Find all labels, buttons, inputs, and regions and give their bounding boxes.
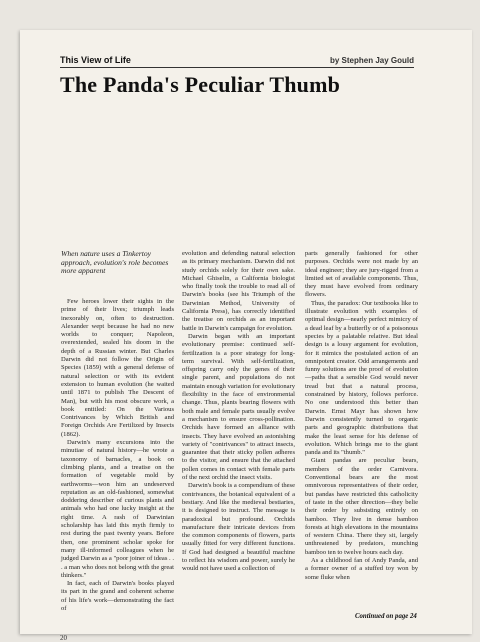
- paragraph: parts generally fashioned for other purposes. Orchids were not made by an ideal engineer; they are jury-rigged from a limited set of available components. Thus, they must have evolved from ordinary flowers.: [305, 250, 418, 299]
- continued-note: Continued on page 24: [355, 613, 417, 620]
- text-column-3: [305, 250, 418, 620]
- text-column-1: [61, 298, 174, 628]
- department-label: This View of Life: [60, 55, 131, 65]
- paragraph: Darwin's book is a compendium of these contrivances, the botanical equivalent of a bestiary. And like the medieval bestiaries, it is designed to instruct. The message is paradoxical but profound. Orchids manufacture their intricate devices from the common components of flowers, parts usually fitted for very different functions. If God had designed a beautiful machine to reflect his wisdom and power, surely he would not have used a collection of: [182, 482, 295, 573]
- page-number: 20: [60, 634, 67, 642]
- paragraph: Darwin's many excursions into the minutiae of natural history—he wrote a taxonomy of barnacles, a book on climbing plants, and a treatise on the formation of vegetable mold by earthworms—won him an undeserved reputation as an old-fashioned, somewhat doddering describer of curious plants and animals who had one lucky insight at the right time. A rash of Darwinian scholarship has laid this myth firmly to rest during the past twenty years. Before then, one prominent scholar spoke for many ill-informed colleagues when he judged Darwin as a "poor joiner of ideas . . . a man who does not belong with the great thinkers.": [61, 439, 174, 579]
- page-header: [60, 55, 414, 68]
- magazine-page: [20, 30, 472, 642]
- paragraph: Few heroes lower their sights in the prime of their lives; triumph leads inexorably on, often to destruction. Alexander wept because he had no new worlds to conquer; Napoleon, overextended, sealed his doom in the depth of a Russian winter. But Charles Darwin did not follow the Origin of Species (1859) with a general defense of natural selection or with its evident extension to human evolution (he waited until 1871 to publish The Descent of Man), but with his most obscure work, a book entitled: On the Various Contrivances by Which British and Foreign Orchids Are Fertilized by Insects (1862).: [61, 298, 174, 438]
- paragraph: Giant pandas are peculiar bears, members of the order Carnivora. Conventional bears are the most omnivorous representatives of their order, but pandas have restricted this catholicity of taste in the other direction—they belie their order by subsisting entirely on bamboo. They live in dense bamboo forests at high elevations in the mountains of western China. There they sit, largely unthreatened by predators, munching bamboo ten to twelve hours each day.: [305, 457, 418, 556]
- paragraph: As a childhood fan of Andy Panda, and a former owner of a stuffed toy won by some fluke when: [305, 556, 418, 581]
- text-column-2: [182, 250, 295, 620]
- paragraph: Darwin began with an important evolutionary premise: continued self-fertilization is a poor strategy for long-term survival. With self-fertilization, offspring carry only the genes of their single parent, and populations do not maintain enough variation for evolutionary flexibility in the face of environmental change. Thus, plants bearing flowers with both male and female parts usually evolve a mechanism to ensure cross-pollination. Orchids have formed an alliance with insects. They have evolved an astonishing variety of "contrivances" to attract insects, guarantee that their sticky pollen adheres to the visitor, and ensure that the attached pollen comes in contact with female parts of the next orchid the insect visits.: [182, 332, 295, 482]
- paragraph: In fact, each of Darwin's books played its part in the grand and coherent scheme of his life's work—demonstrating the fact of: [61, 580, 174, 612]
- article-title: The Panda's Peculiar Thumb: [60, 72, 341, 97]
- paragraph: evolution and defending natural selection as its primary mechanism. Darwin did not study orchids solely for their own sake. Michael Ghiselin, a California biologist who finally took the trouble to read all of Darwin's books (see his Triumph of the Darwinian Method, University of California Press), has correctly identified the treatise on orchids as an important battle in Darwin's campaign for evolution.: [182, 250, 295, 332]
- paragraph: Thus, the paradox: Our textbooks like to illustrate evolution with examples of optimal design—nearly perfect mimicry of a dead leaf by a butterfly or of a poisonous species by a palatable relative. But ideal design is a lousy argument for evolution, for it mimics the postulated action of an omnipotent creator. Odd arrangements and funny solutions are the proof of evolution—paths that a sensible God would never tread but that a natural process, constrained by history, follows perforce. No one understood this better than Darwin. Ernst Mayr has shown how Darwin consistently turned to organic parts and geographic distributions that make the least sense for his defense of evolution. Which brings me to the giant panda and its "thumb.": [305, 299, 418, 457]
- article-deck: When nature uses a Tinkertoy approach, evolution's role becomes more apparent: [61, 249, 169, 276]
- author-byline: by Stephen Jay Gould: [329, 56, 414, 65]
